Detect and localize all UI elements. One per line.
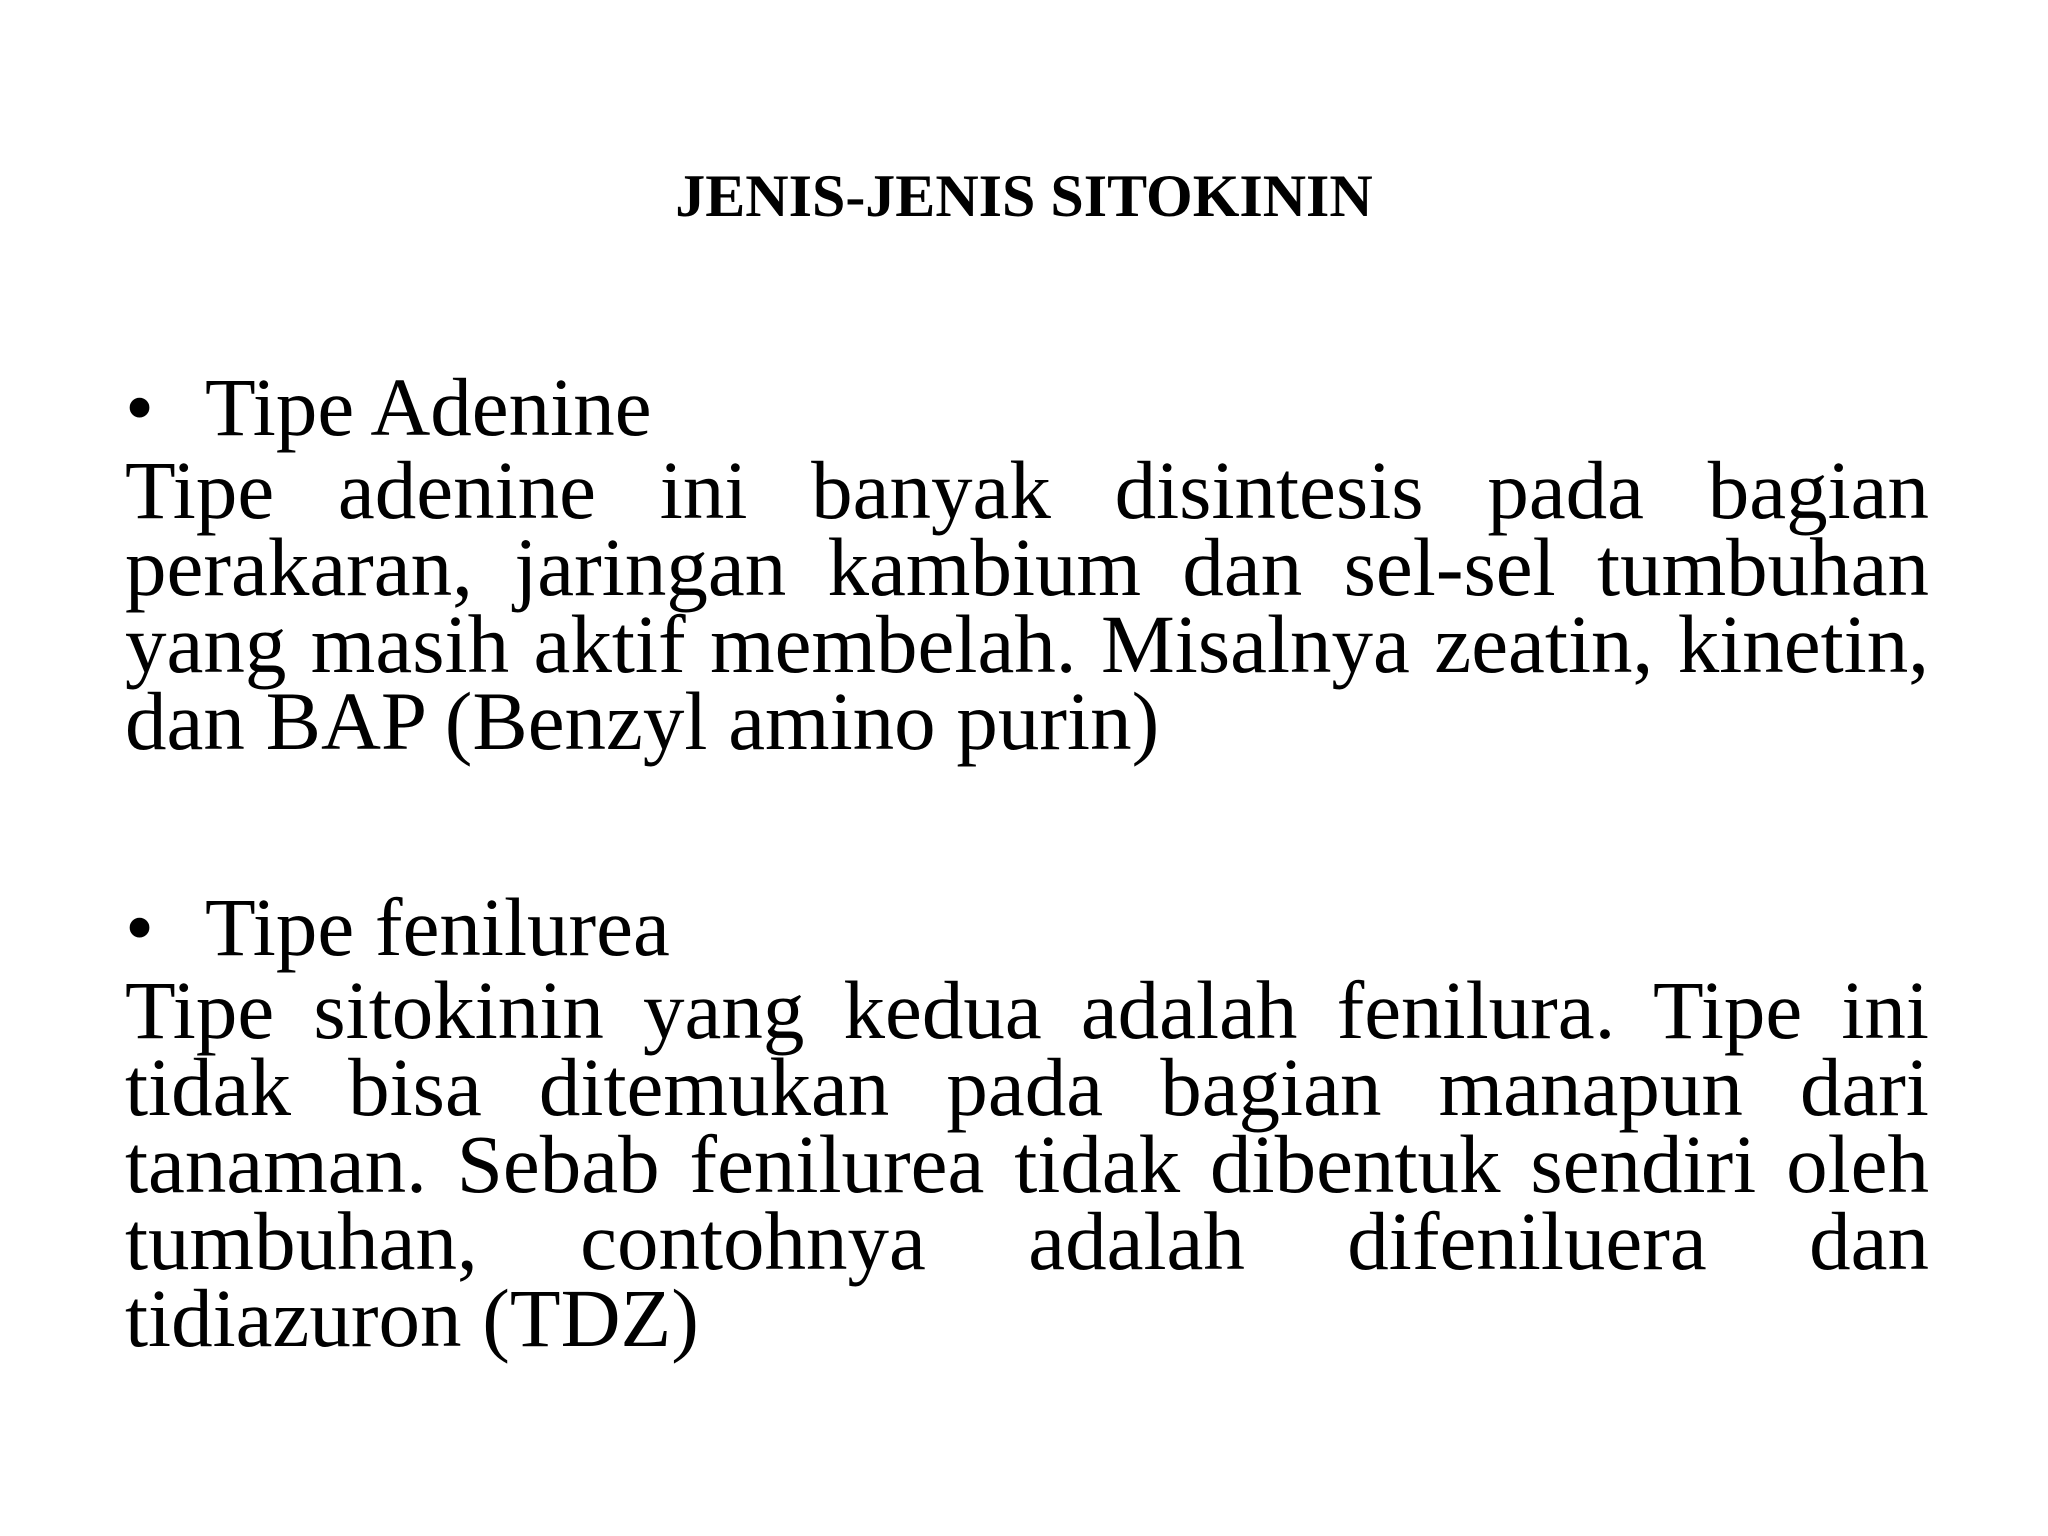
bullet-icon: •	[125, 361, 155, 453]
bullet-icon: •	[125, 881, 155, 973]
slide-title: JENIS-JENIS SITOKININ	[675, 163, 1373, 229]
bullet-item	[125, 882, 1929, 972]
bullet-heading: Tipe fenilurea	[205, 881, 670, 973]
section-body: Tipe sitokinin yang kedua adalah fenilura. Tipe ini tidak bisa ditemukan pada bagian manapun dari tanaman. Sebab fenilurea tidak dibentuk sendiri oleh tumbuhan, contohnya adalah difeniluera dan tidiazuron (TDZ)	[125, 964, 1929, 1364]
bullet-item	[125, 362, 1929, 452]
section-fenilurea	[125, 881, 1929, 1364]
bullet-heading: Tipe Adenine	[205, 361, 652, 453]
section-adenine	[125, 361, 1929, 767]
section-body: Tipe adenine ini banyak disintesis pada bagian perakaran, jaringan kambium dan sel-sel tumbuhan yang masih aktif membelah. Misalnya zeatin, kinetin, dan BAP (Benzyl amino purin)	[125, 444, 1929, 767]
